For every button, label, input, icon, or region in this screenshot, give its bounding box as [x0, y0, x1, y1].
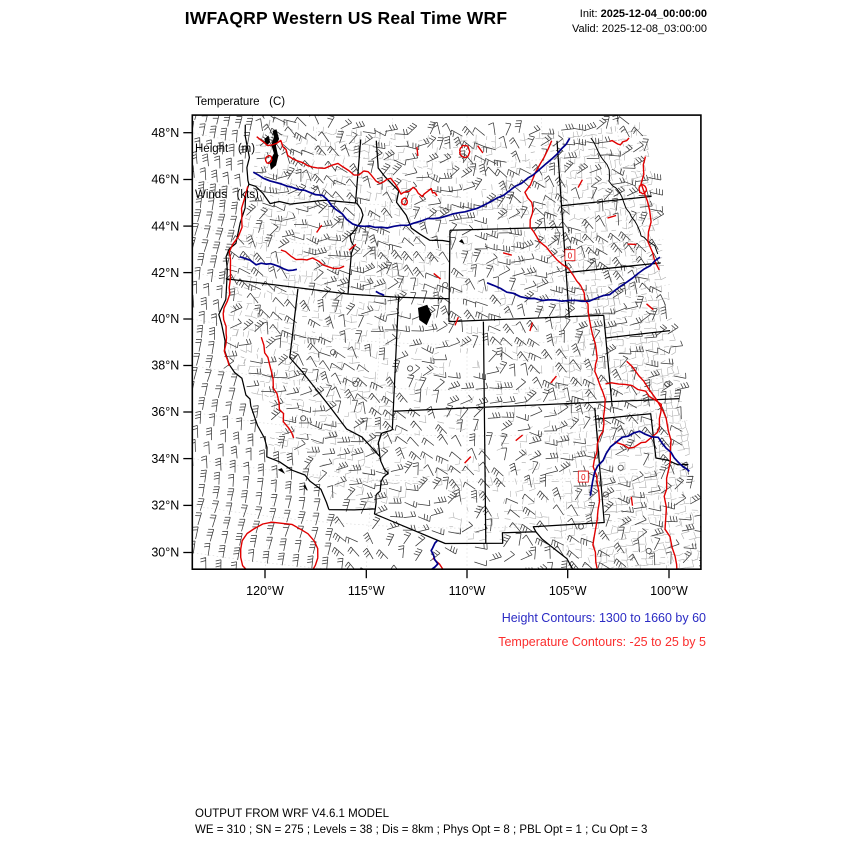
- valid-label: Valid:: [572, 23, 599, 35]
- svg-text:0: 0: [567, 251, 573, 261]
- height-contours: [240, 138, 690, 586]
- lat-tick-label: 42°N: [151, 265, 180, 280]
- init-label: Init:: [579, 8, 598, 20]
- lat-tick-label: 34°N: [151, 451, 180, 466]
- footer: [195, 807, 647, 838]
- legend-winds: Winds (kts): [195, 189, 259, 201]
- lon-tick-label: 110°W: [448, 584, 486, 599]
- lat-tick-label: 48°N: [151, 125, 180, 140]
- init-value: 2025-12-04_00:00:00: [600, 8, 707, 20]
- contour-legend: [498, 606, 706, 654]
- footer-model-line: OUTPUT FROM WRF V4.6.1 MODEL: [195, 808, 390, 820]
- water-bodies: [265, 130, 464, 491]
- page-title: IWFAQRP Western US Real Time WRF: [184, 8, 508, 28]
- lat-tick-label: 40°N: [151, 312, 180, 327]
- valid-value: 2025-12-08_03:00:00: [601, 23, 707, 35]
- lon-tick-label: 100°W: [650, 584, 688, 599]
- lat-tick-label: 38°N: [151, 358, 180, 373]
- lon-tick-label: 105°W: [548, 584, 587, 599]
- height-contour-legend: Height Contours: 1300 to 1660 by 60: [501, 611, 706, 625]
- lat-tick-label: 32°N: [151, 498, 180, 513]
- valid-time: [447, 22, 707, 37]
- lat-tick-label: 46°N: [151, 172, 180, 187]
- lat-tick-label: 36°N: [151, 405, 180, 420]
- legend-temperature: Temperature (C): [195, 96, 286, 108]
- run-times: [447, 7, 707, 37]
- footer-config-line: WE = 310 ; SN = 275 ; Levels = 38 ; Dis = 8km ; Phys Opt = 8 ; PBL Opt = 1 ; Cu Opt = 3: [195, 823, 648, 836]
- lon-tick-label: 115°W: [347, 584, 385, 599]
- legend-height: Height (m): [195, 142, 256, 155]
- variables-legend: [195, 64, 285, 235]
- temperature-contour-legend: Temperature Contours: -25 to 25 by 5: [498, 635, 706, 649]
- init-time: [447, 7, 707, 22]
- lon-tick-label: 120°W: [246, 584, 284, 599]
- lat-tick-label: 30°N: [151, 545, 180, 560]
- svg-text:0: 0: [581, 472, 586, 482]
- lat-tick-label: 44°N: [151, 219, 180, 234]
